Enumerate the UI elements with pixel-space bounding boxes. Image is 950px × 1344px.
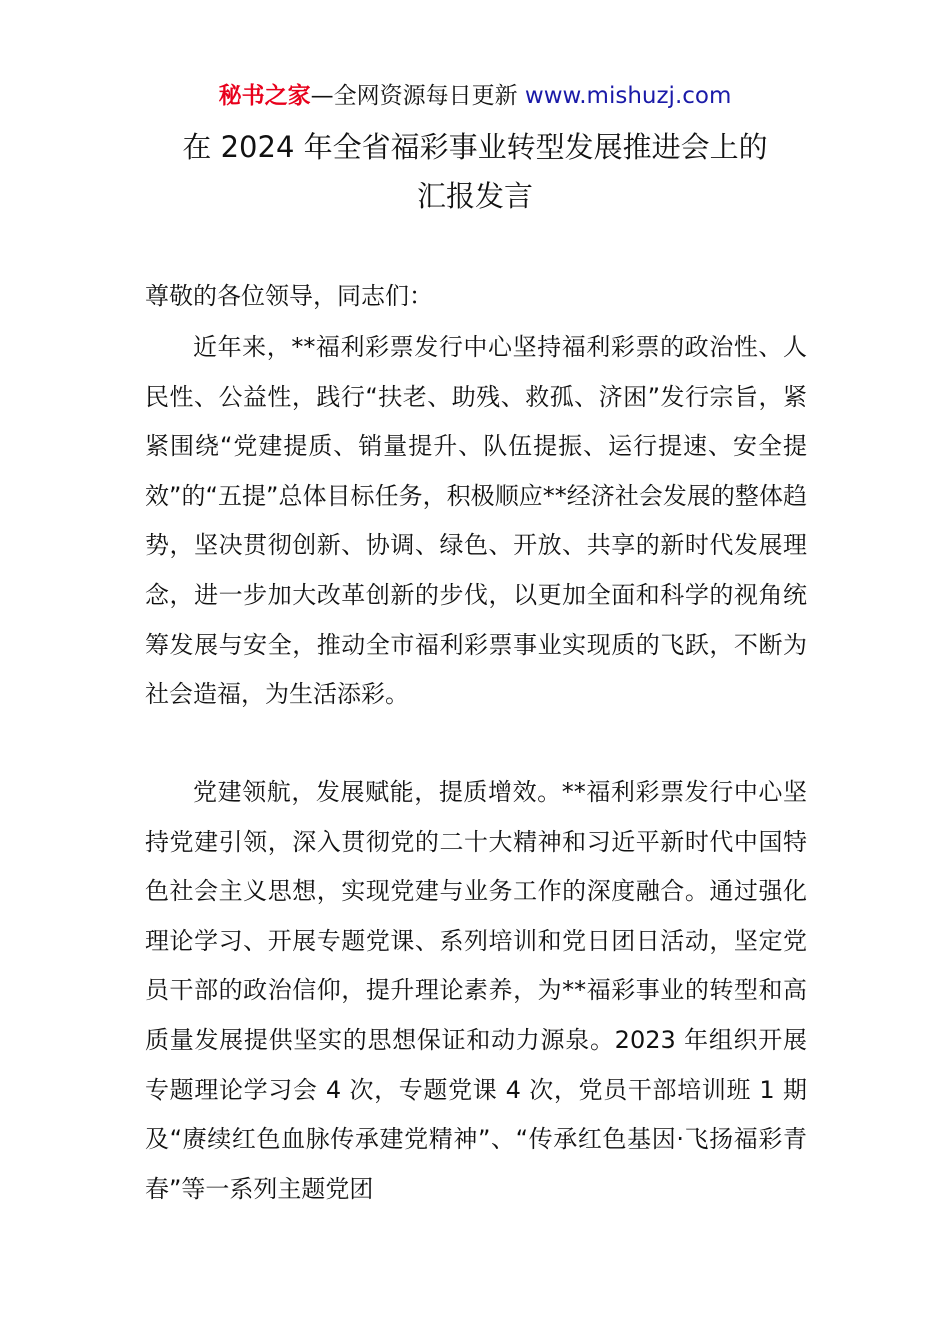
site-brand: 秘书之家	[218, 83, 311, 109]
document-title-line-1: 在 2024 年全省福彩事业转型发展推进会上的	[182, 130, 768, 164]
site-header	[0, 80, 950, 112]
paragraph-2: 党建领航，发展赋能，提质增效。**福利彩票发行中心坚持党建引领，深入贯彻党的二十大精神和习近平新时代中国特色社会主义思想，实现党建与业务工作的深度融合。通过强化理论学习、开展专题党课、系列培训和党日团日活动，坚定党员干部的政治信仰，提升理论素养，为**福彩事业的转型和高质量发展提供坚实的思想保证和动力源泉。2023 年组织开展专题理论学习会 4 次，专题党课 4 次，党员干部培训班 1 期及“赓续红色血脉传承建党精神”、“传承红色基因·飞扬福彩青春”等一系列主题党团	[145, 778, 807, 1203]
site-url[interactable]: www.mishuzj.com	[524, 83, 732, 109]
document-title-line-2: 汇报发言	[416, 179, 533, 213]
site-tagline: —全网资源每日更新	[310, 83, 525, 109]
paragraph-1: 近年来，**福利彩票发行中心坚持福利彩票的政治性、人民性、公益性，践行“扶老、助残、救孤、济困”发行宗旨，紧紧围绕“党建提质、销量提升、队伍提振、运行提速、安全提效”的“五提”总体目标任务，积极顺应**经济社会发展的整体趋势，坚决贯彻创新、协调、绿色、开放、共享的新时代发展理念，进一步加大改革创新的步伐，以更加全面和科学的视角统筹发展与安全，推动全市福利彩票事业实现质的飞跃，不断为社会造福，为生活添彩。	[145, 333, 807, 709]
salutation: 尊敬的各位领导，同志们：	[145, 282, 433, 310]
